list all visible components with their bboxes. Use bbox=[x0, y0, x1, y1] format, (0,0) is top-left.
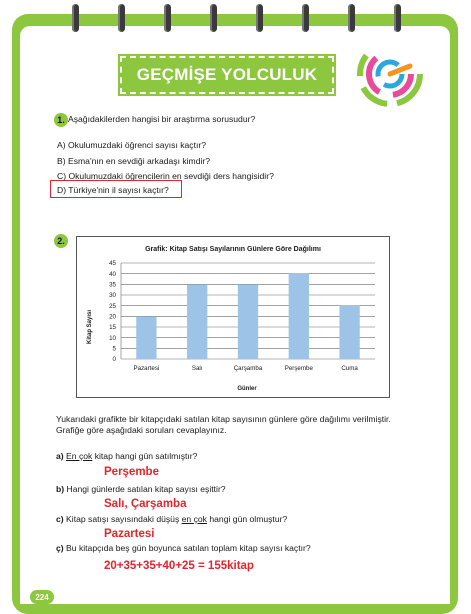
chart-title: Grafik: Kitap Satışı Sayılarının Günlere Göre Dağılımı bbox=[145, 246, 321, 253]
q2-sub-a-text: kitap hangi gün satılmıştır? bbox=[92, 451, 198, 461]
bar bbox=[289, 274, 309, 359]
y-tick-label: 30 bbox=[109, 292, 116, 300]
bar bbox=[187, 284, 207, 359]
spiral-ring bbox=[256, 4, 263, 32]
y-tick-label: 15 bbox=[109, 324, 116, 332]
spiral-ring bbox=[72, 4, 79, 32]
spiral-ring bbox=[164, 4, 171, 32]
q2-sub-b-text: Hangi günlerde satılan kitap sayısı eşittir? bbox=[66, 484, 226, 494]
bar bbox=[136, 316, 156, 359]
q2-answer-b: Salı, Çarşamba bbox=[104, 498, 187, 510]
x-tick-label: Salı bbox=[191, 365, 203, 372]
q2-sub-d-prefix: ç) bbox=[56, 543, 64, 553]
q2-sub-a-prefix: a) bbox=[56, 451, 64, 461]
question-number-1: 1. bbox=[54, 113, 68, 127]
q2-sub-d-text: Bu kitapçıda beş gün boyunca satılan toplam kitap sayısı kaçtır? bbox=[66, 543, 311, 553]
question-2-description-line1: Yukarıdaki grafikte bir kitapçıdaki satılan kitap sayısının günlere göre dağılımı verilmiştir. bbox=[56, 414, 391, 424]
question-number-2: 2. bbox=[54, 234, 68, 248]
bar bbox=[238, 284, 258, 359]
y-tick-label: 5 bbox=[112, 345, 116, 353]
q2-sub-b bbox=[56, 484, 226, 494]
spiral-ring bbox=[394, 4, 401, 32]
y-tick-label: 10 bbox=[109, 334, 116, 342]
question-1-prompt: Aşağıdakilerden hangisi bir araştırma sorusudur? bbox=[68, 114, 256, 124]
q1-option-d: D) Türkiye'nin il sayısı kaçtır? bbox=[57, 185, 169, 195]
x-tick-label: Pazartesi bbox=[133, 365, 160, 372]
page-number: 224 bbox=[30, 590, 54, 604]
q2-sub-c-prefix: c) bbox=[56, 514, 64, 524]
q1-option-b: B) Esma'nın en sevdiği arkadaşı kimdir? bbox=[57, 156, 211, 166]
q2-sub-c-underlined: en çok bbox=[181, 514, 207, 524]
circular-logo-icon bbox=[352, 36, 428, 112]
spiral-ring bbox=[118, 4, 125, 32]
bar bbox=[339, 306, 359, 359]
spiral-ring bbox=[348, 4, 355, 32]
q1-option-c: C) Okulumuzdaki öğrencilerin en sevdiği ders hangisidir? bbox=[57, 171, 274, 181]
q2-answer-c: Pazartesi bbox=[104, 528, 155, 540]
q2-answer-d: 20+35+35+40+25 = 155kitap bbox=[104, 560, 254, 572]
y-tick-label: 35 bbox=[109, 281, 116, 289]
q2-sub-a bbox=[56, 451, 197, 461]
x-tick-label: Cuma bbox=[341, 365, 358, 372]
q2-sub-c-text-post: hangi gün olmuştur? bbox=[206, 514, 288, 524]
y-axis-label: Kitap Sayısı bbox=[87, 309, 93, 345]
q2-sub-c bbox=[56, 514, 287, 524]
y-tick-label: 45 bbox=[109, 260, 116, 268]
y-tick-label: 40 bbox=[109, 270, 116, 278]
x-axis-label: Günler bbox=[237, 386, 257, 392]
spiral-ring bbox=[302, 4, 309, 32]
q1-option-a: A) Okulumuzdaki öğrenci sayısı kaçtır? bbox=[57, 140, 207, 150]
x-tick-label: Perşembe bbox=[284, 365, 313, 372]
spiral-ring bbox=[210, 4, 217, 32]
x-tick-label: Çarşamba bbox=[233, 365, 263, 372]
q2-sub-c-text-pre: Kitap satışı sayısındaki düşüş bbox=[66, 514, 182, 524]
q2-answer-a: Perşembe bbox=[104, 466, 159, 478]
y-tick-label: 0 bbox=[112, 356, 116, 364]
q2-sub-a-underlined: En çok bbox=[66, 451, 93, 461]
y-tick-label: 25 bbox=[109, 302, 116, 310]
question-2-description-line2: Grafiğe göre aşağıdaki soruları cevaplayınız. bbox=[56, 425, 227, 435]
bar-chart-svg bbox=[77, 237, 389, 397]
q2-sub-d bbox=[56, 543, 311, 553]
section-banner: GEÇMİŞE YOLCULUK bbox=[120, 56, 334, 94]
bar-chart bbox=[76, 236, 390, 398]
y-tick-label: 20 bbox=[109, 313, 116, 321]
q2-sub-b-prefix: b) bbox=[56, 484, 65, 494]
